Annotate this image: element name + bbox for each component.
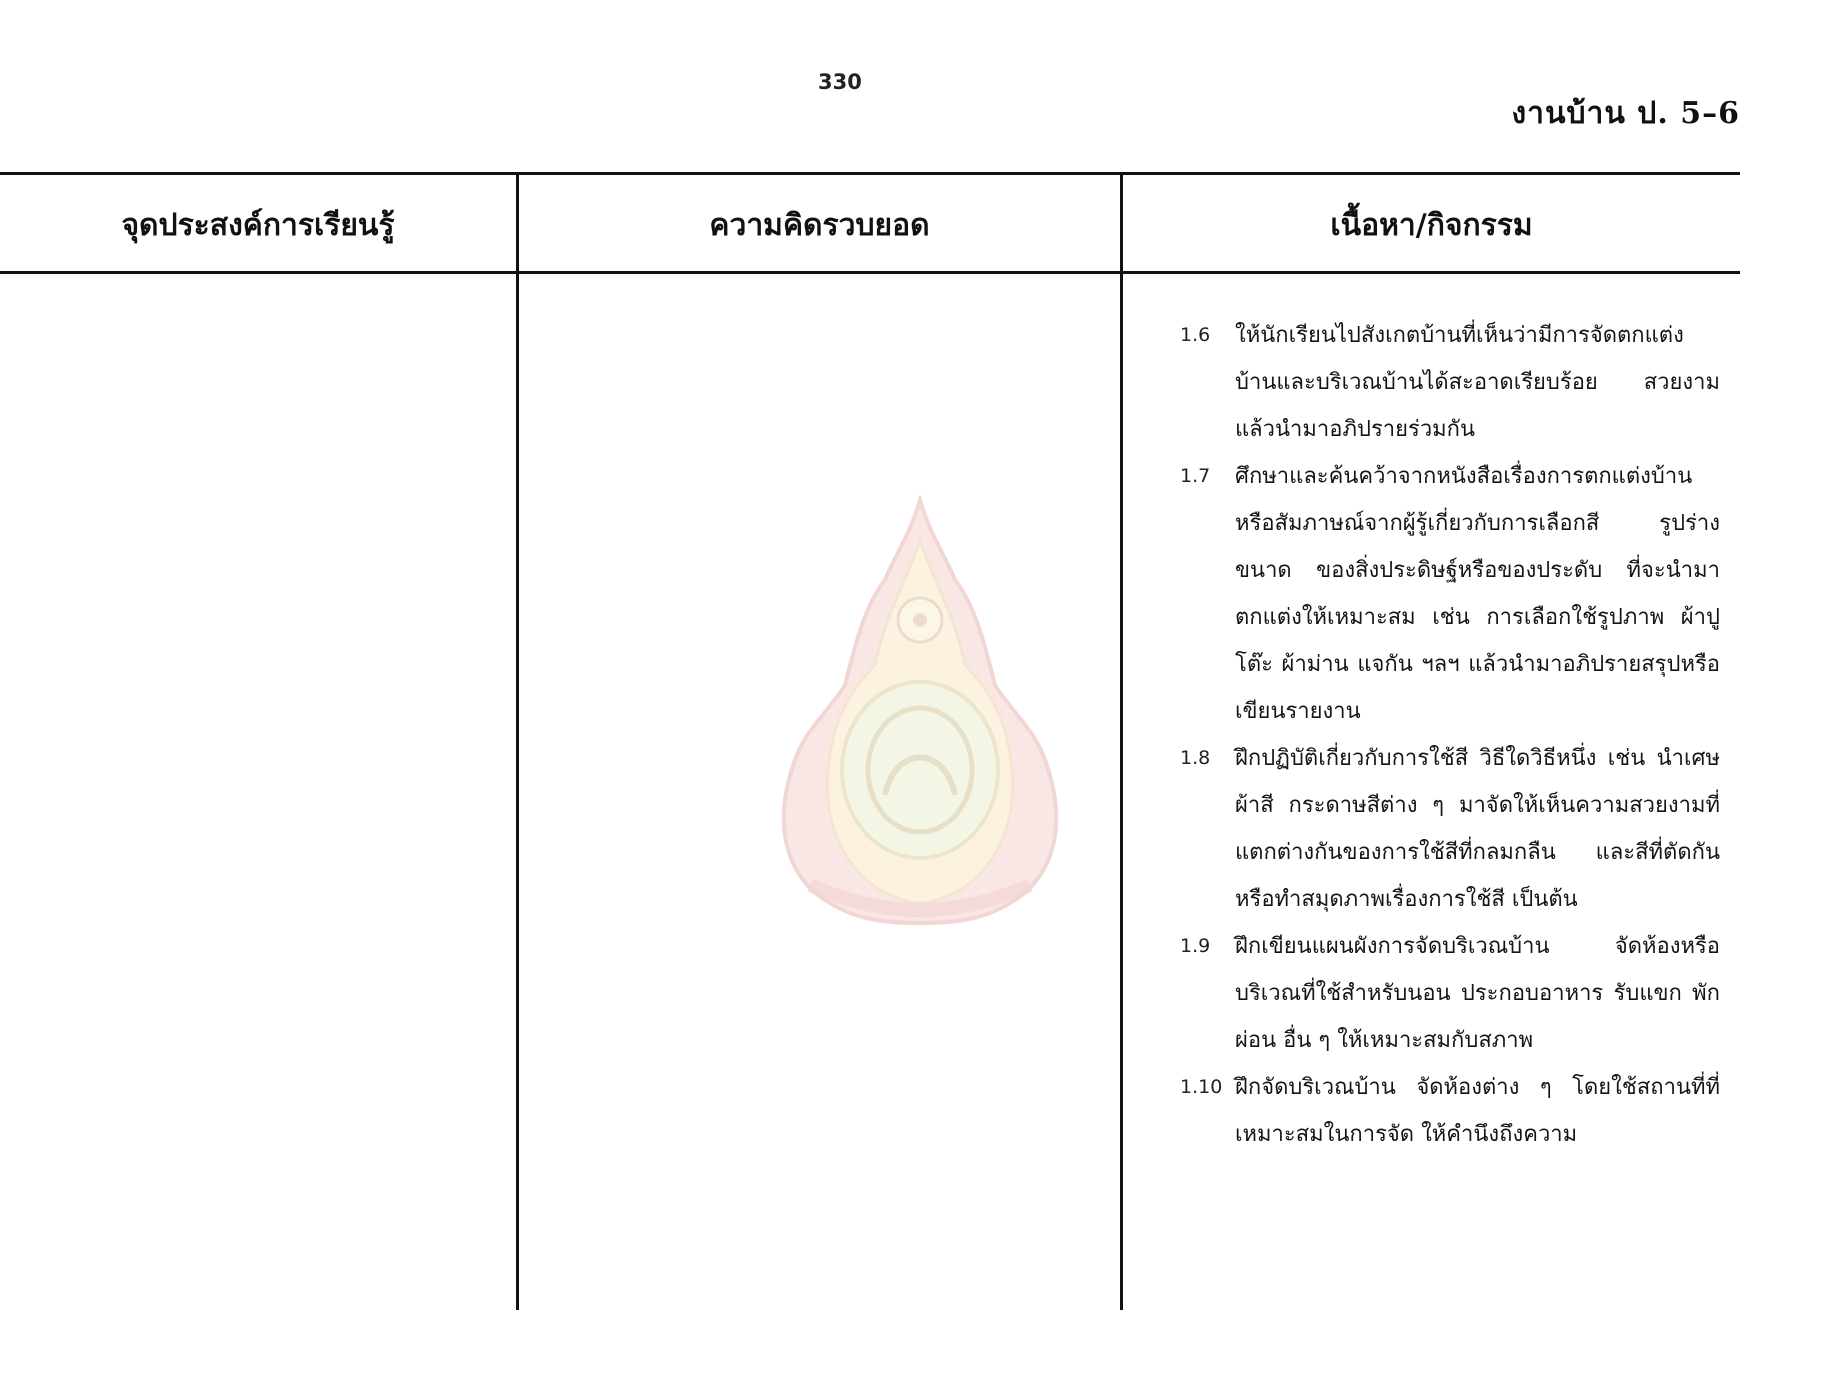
activity-text: ฝึกเขียนแผนผังการจัดบริเวณบ้าน จัดห้องหรือบริเวณที่ใช้สำหรับนอน ประกอบอาหาร รับแขก พักผ่อน อื่น ๆ ให้เหมาะสมกับสภาพ [1235,934,1720,1053]
running-header: งานบ้าน ป. 5–6 [1511,96,1740,131]
activity-text: ศึกษาและค้นคว้าจากหนังสือเรื่องการตกแต่งบ้าน หรือสัมภาษณ์จากผู้รู้เกี่ยวกับการเลือกสี รูปร่าง ขนาด ของสิ่งประดิษฐ์หรือของประดับ ที่จะนำมาตกแต่งให้เหมาะสม เช่น การเลือกใช้รูปภาพ ผ้าปูโต๊ะ ผ้าม่าน แจกัน ฯลฯ แล้วนำมาอภิปรายสรุปหรือเขียนรายงาน [1235,464,1720,724]
column-divider-1 [516,172,519,1310]
column-divider-2 [1120,172,1123,1310]
activity-number: 1.7 [1180,465,1211,487]
activity-item [1180,1064,1720,1158]
activity-item [1180,453,1720,735]
activity-list [1180,312,1720,1158]
header-learning-objectives: จุดประสงค์การเรียนรู้ [121,208,395,243]
activity-number: 1.8 [1180,747,1211,769]
header-content-activities: เนื้อหา/กิจกรรม [1330,208,1533,243]
header-concept: ความคิดรวบยอด [709,208,930,243]
activity-number: 1.9 [1180,935,1211,957]
activity-item [1180,735,1720,923]
activity-text: ให้นักเรียนไปสังเกตบ้านที่เห็นว่ามีการจัดตกแต่งบ้านและบริเวณบ้านได้สะอาดเรียบร้อย สวยงาม แล้วนำมาอภิปรายร่วมกัน [1235,323,1720,442]
table-top-rule [0,172,1740,175]
activity-number: 1.10 [1180,1076,1223,1098]
activity-text: ฝึกจัดบริเวณบ้าน จัดห้องต่าง ๆ โดยใช้สถานที่ที่เหมาะสมในการจัด ให้คำนึงถึงความ [1235,1075,1720,1147]
table-header-rule [0,271,1740,274]
activity-item [1180,923,1720,1064]
activity-text: ฝึกปฏิบัติเกี่ยวกับการใช้สี วิธีใดวิธีหนึ่ง เช่น นำเศษผ้าสี กระดาษสีต่าง ๆ มาจัดให้เห็นความสวยงามที่แตกต่างกันของการใช้สีที่กลมกลืน และสีที่ตัดกัน หรือทำสมุดภาพเรื่องการใช้สี เป็นต้น [1235,746,1720,912]
activity-item [1180,312,1720,453]
activity-number: 1.6 [1180,324,1211,346]
page-number: 330 [818,70,862,94]
